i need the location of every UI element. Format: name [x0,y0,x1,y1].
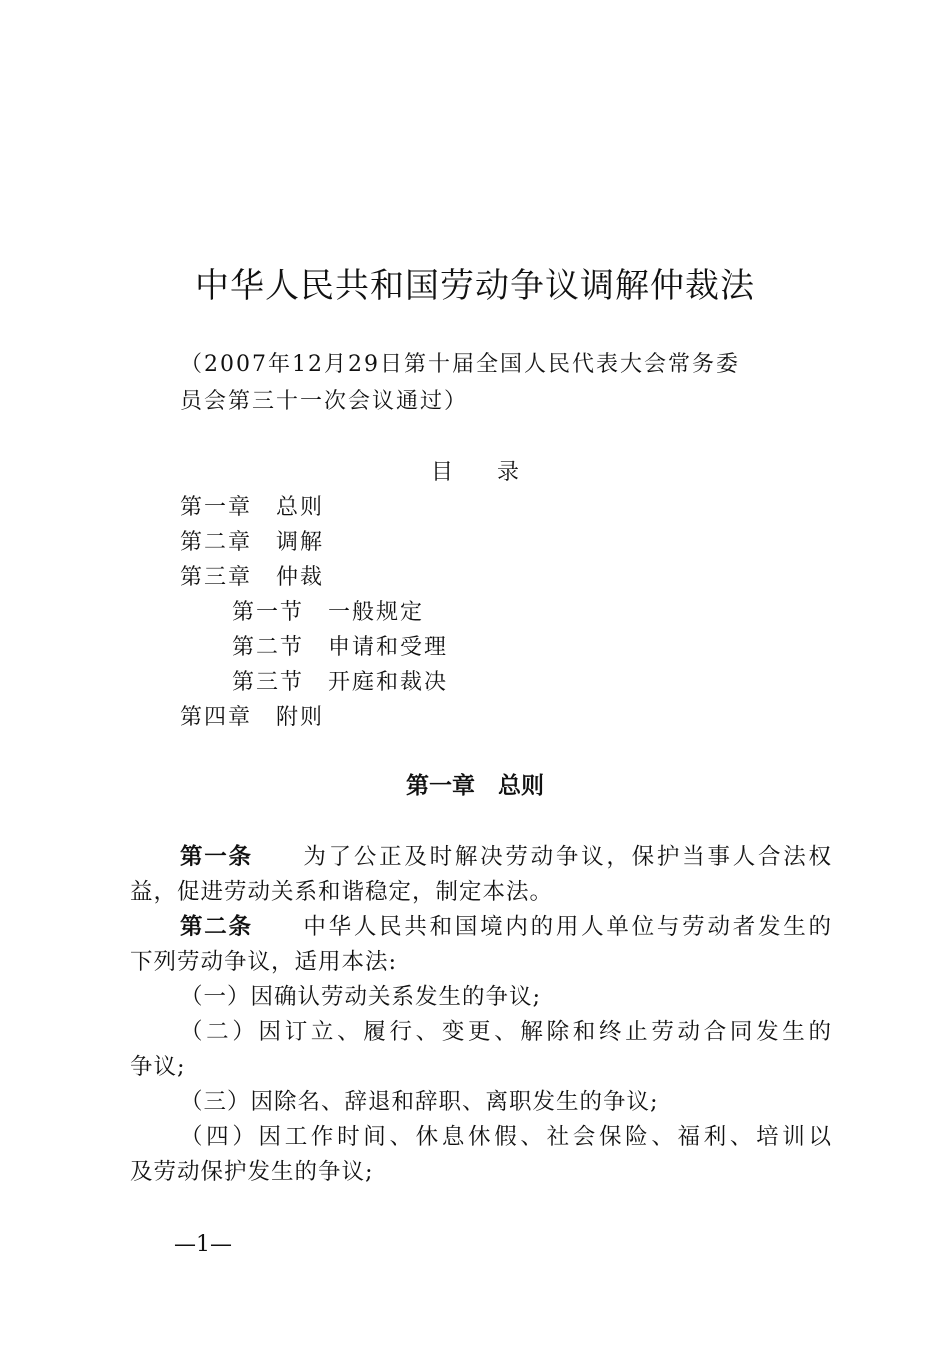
toc-entry-chapter-3: 第三章 仲裁 [180,565,325,590]
toc-entry-chapter-2: 第二章 调解 [180,530,325,555]
article-2-number: 第二条 [180,914,253,940]
article-1-text: 为了公正及时解决劳动争议，保护当事人合法权 [303,844,832,870]
adoption-note [180,346,800,420]
list-item-3: （三）因除名、辞退和辞职、离职发生的争议; [180,1089,659,1115]
list-item-1: （一）因确认劳动关系发生的争议; [180,984,542,1010]
law-title: 中华人民共和国劳动争议调解仲裁法 [195,266,755,306]
list-item-2-continuation: 争议; [130,1054,186,1080]
toc-entry-chapter-1: 第一章 总则 [180,495,325,520]
article-1-line [130,840,832,875]
article-1-line: 益，促进劳动关系和谐稳定，制定本法。 [130,879,554,905]
toc-entry-section-3: 第三节 开庭和裁决 [232,670,449,695]
list-item-4-continuation: 及劳动保护发生的争议; [130,1159,374,1185]
body-text [130,840,832,1190]
page-number: —1— [174,1232,232,1257]
chapter-heading: 第一章 总则 [406,773,544,799]
toc-entry-section-2: 第二节 申请和受理 [232,635,449,660]
table-of-contents [180,490,448,735]
article-2-text: 中华人民共和国境内的用人单位与劳动者发生的 [303,914,832,940]
toc-entry-section-1: 第一节 一般规定 [232,600,425,625]
adoption-note-line: 员会第三十一次会议通过） [180,389,469,414]
article-1-number: 第一条 [180,844,253,870]
list-item-2: （二）因订立、履行、变更、解除和终止劳动合同发生的 [180,1019,832,1045]
adoption-note-line: （2007年12月29日第十届全国人民代表大会常务委 [180,352,740,377]
article-2-line [130,910,832,945]
article-2-line: 下列劳动争议，适用本法: [130,949,398,975]
toc-heading: 目 录 [430,460,519,485]
toc-entry-chapter-4: 第四章 附则 [180,705,325,730]
list-item-4: （四）因工作时间、休息休假、社会保险、福利、培训以 [180,1124,832,1150]
